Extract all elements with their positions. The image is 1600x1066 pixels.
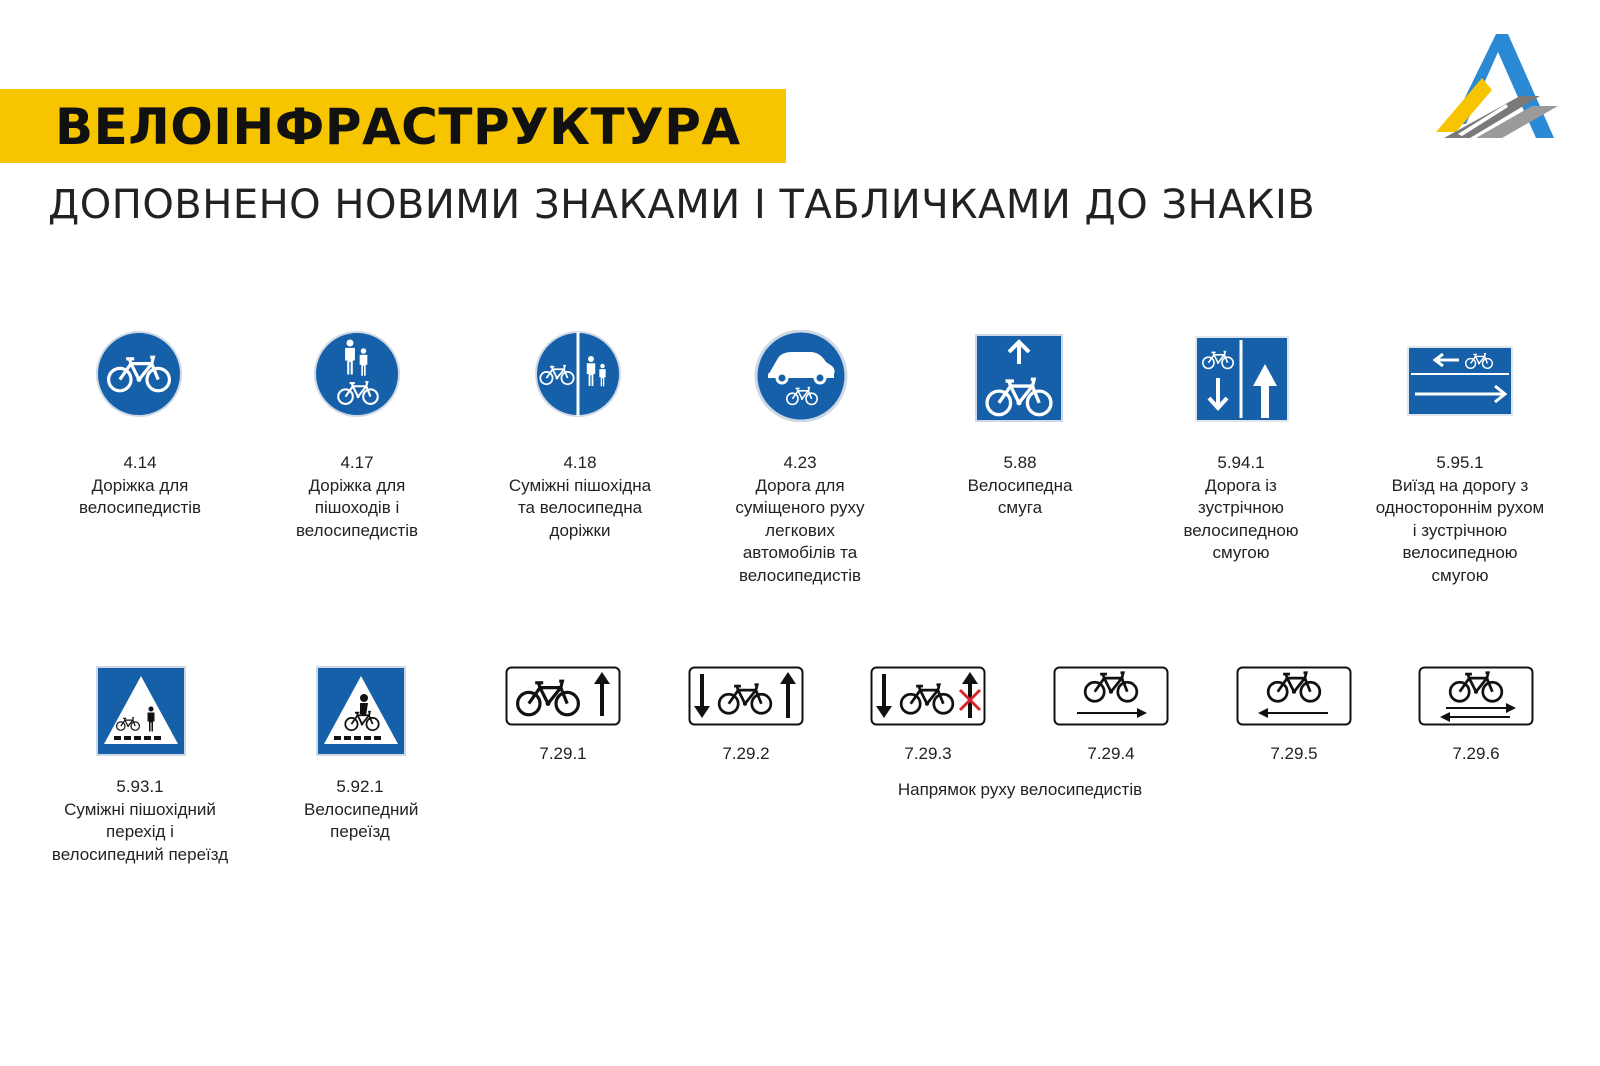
sign-5-94-1-icon — [1195, 336, 1289, 422]
plate-7-29-1-icon — [505, 666, 621, 726]
page-subtitle: ДОПОВНЕНО НОВИМИ ЗНАКАМИ І ТАБЛИЧКАМИ ДО ЗНАКІВ — [48, 182, 1316, 228]
sign-caption: 4.14 Доріжка для велосипедистів — [78, 453, 202, 518]
agency-logo-icon — [1436, 34, 1566, 146]
plate-code: 7.29.4 — [1087, 744, 1135, 763]
sign-caption: 4.18 Суміжні пішохідна та велосипедна доріжки — [508, 453, 652, 540]
sign-caption: 4.17 Доріжка для пішоходів і велосипедистів — [295, 453, 419, 540]
page-title: ВЕЛОІНФРАСТРУКТУРА — [55, 98, 741, 156]
sign-4-18-icon — [534, 330, 622, 418]
plate-code: 7.29.3 — [904, 744, 952, 763]
sign-5-93-1-icon — [96, 666, 186, 756]
sign-caption: 5.94.1 Дорога із зустрічною велосипедною смугою — [1183, 453, 1299, 563]
sign-5-92-1-icon — [316, 666, 406, 756]
plate-code: 7.29.1 — [539, 744, 587, 763]
sign-5-88-icon — [975, 334, 1063, 422]
plate-code: 7.29.6 — [1452, 744, 1500, 763]
sign-caption: 4.23 Дорога для суміщеного руху легкових автомобілів та велосипедистів — [735, 453, 865, 585]
sign-4-14-icon — [95, 330, 183, 418]
sign-4-23-icon — [752, 330, 850, 422]
sign-caption: 5.93.1 Суміжні пішохідний перехід і велосипедний переїзд — [51, 777, 229, 864]
sign-caption: 5.95.1 Виїзд на дорогу з одностороннім рухом і зустрічною велосипедною смугою — [1375, 453, 1545, 585]
sign-4-17-icon — [313, 330, 401, 418]
plates-caption: Напрямок руху велосипедистів — [897, 780, 1143, 799]
plate-7-29-4-icon — [1053, 666, 1169, 726]
sign-caption: 5.88 Велосипедна смуга — [967, 453, 1073, 518]
plate-7-29-3-icon — [870, 666, 986, 726]
sign-caption: 5.92.1 Велосипедний переїзд — [304, 777, 419, 842]
sign-5-95-1-icon — [1407, 346, 1513, 416]
plate-code: 7.29.2 — [722, 744, 770, 763]
plate-code: 7.29.5 — [1270, 744, 1318, 763]
plate-7-29-2-icon — [688, 666, 804, 726]
plate-7-29-5-icon — [1236, 666, 1352, 726]
plate-7-29-6-icon — [1418, 666, 1534, 726]
